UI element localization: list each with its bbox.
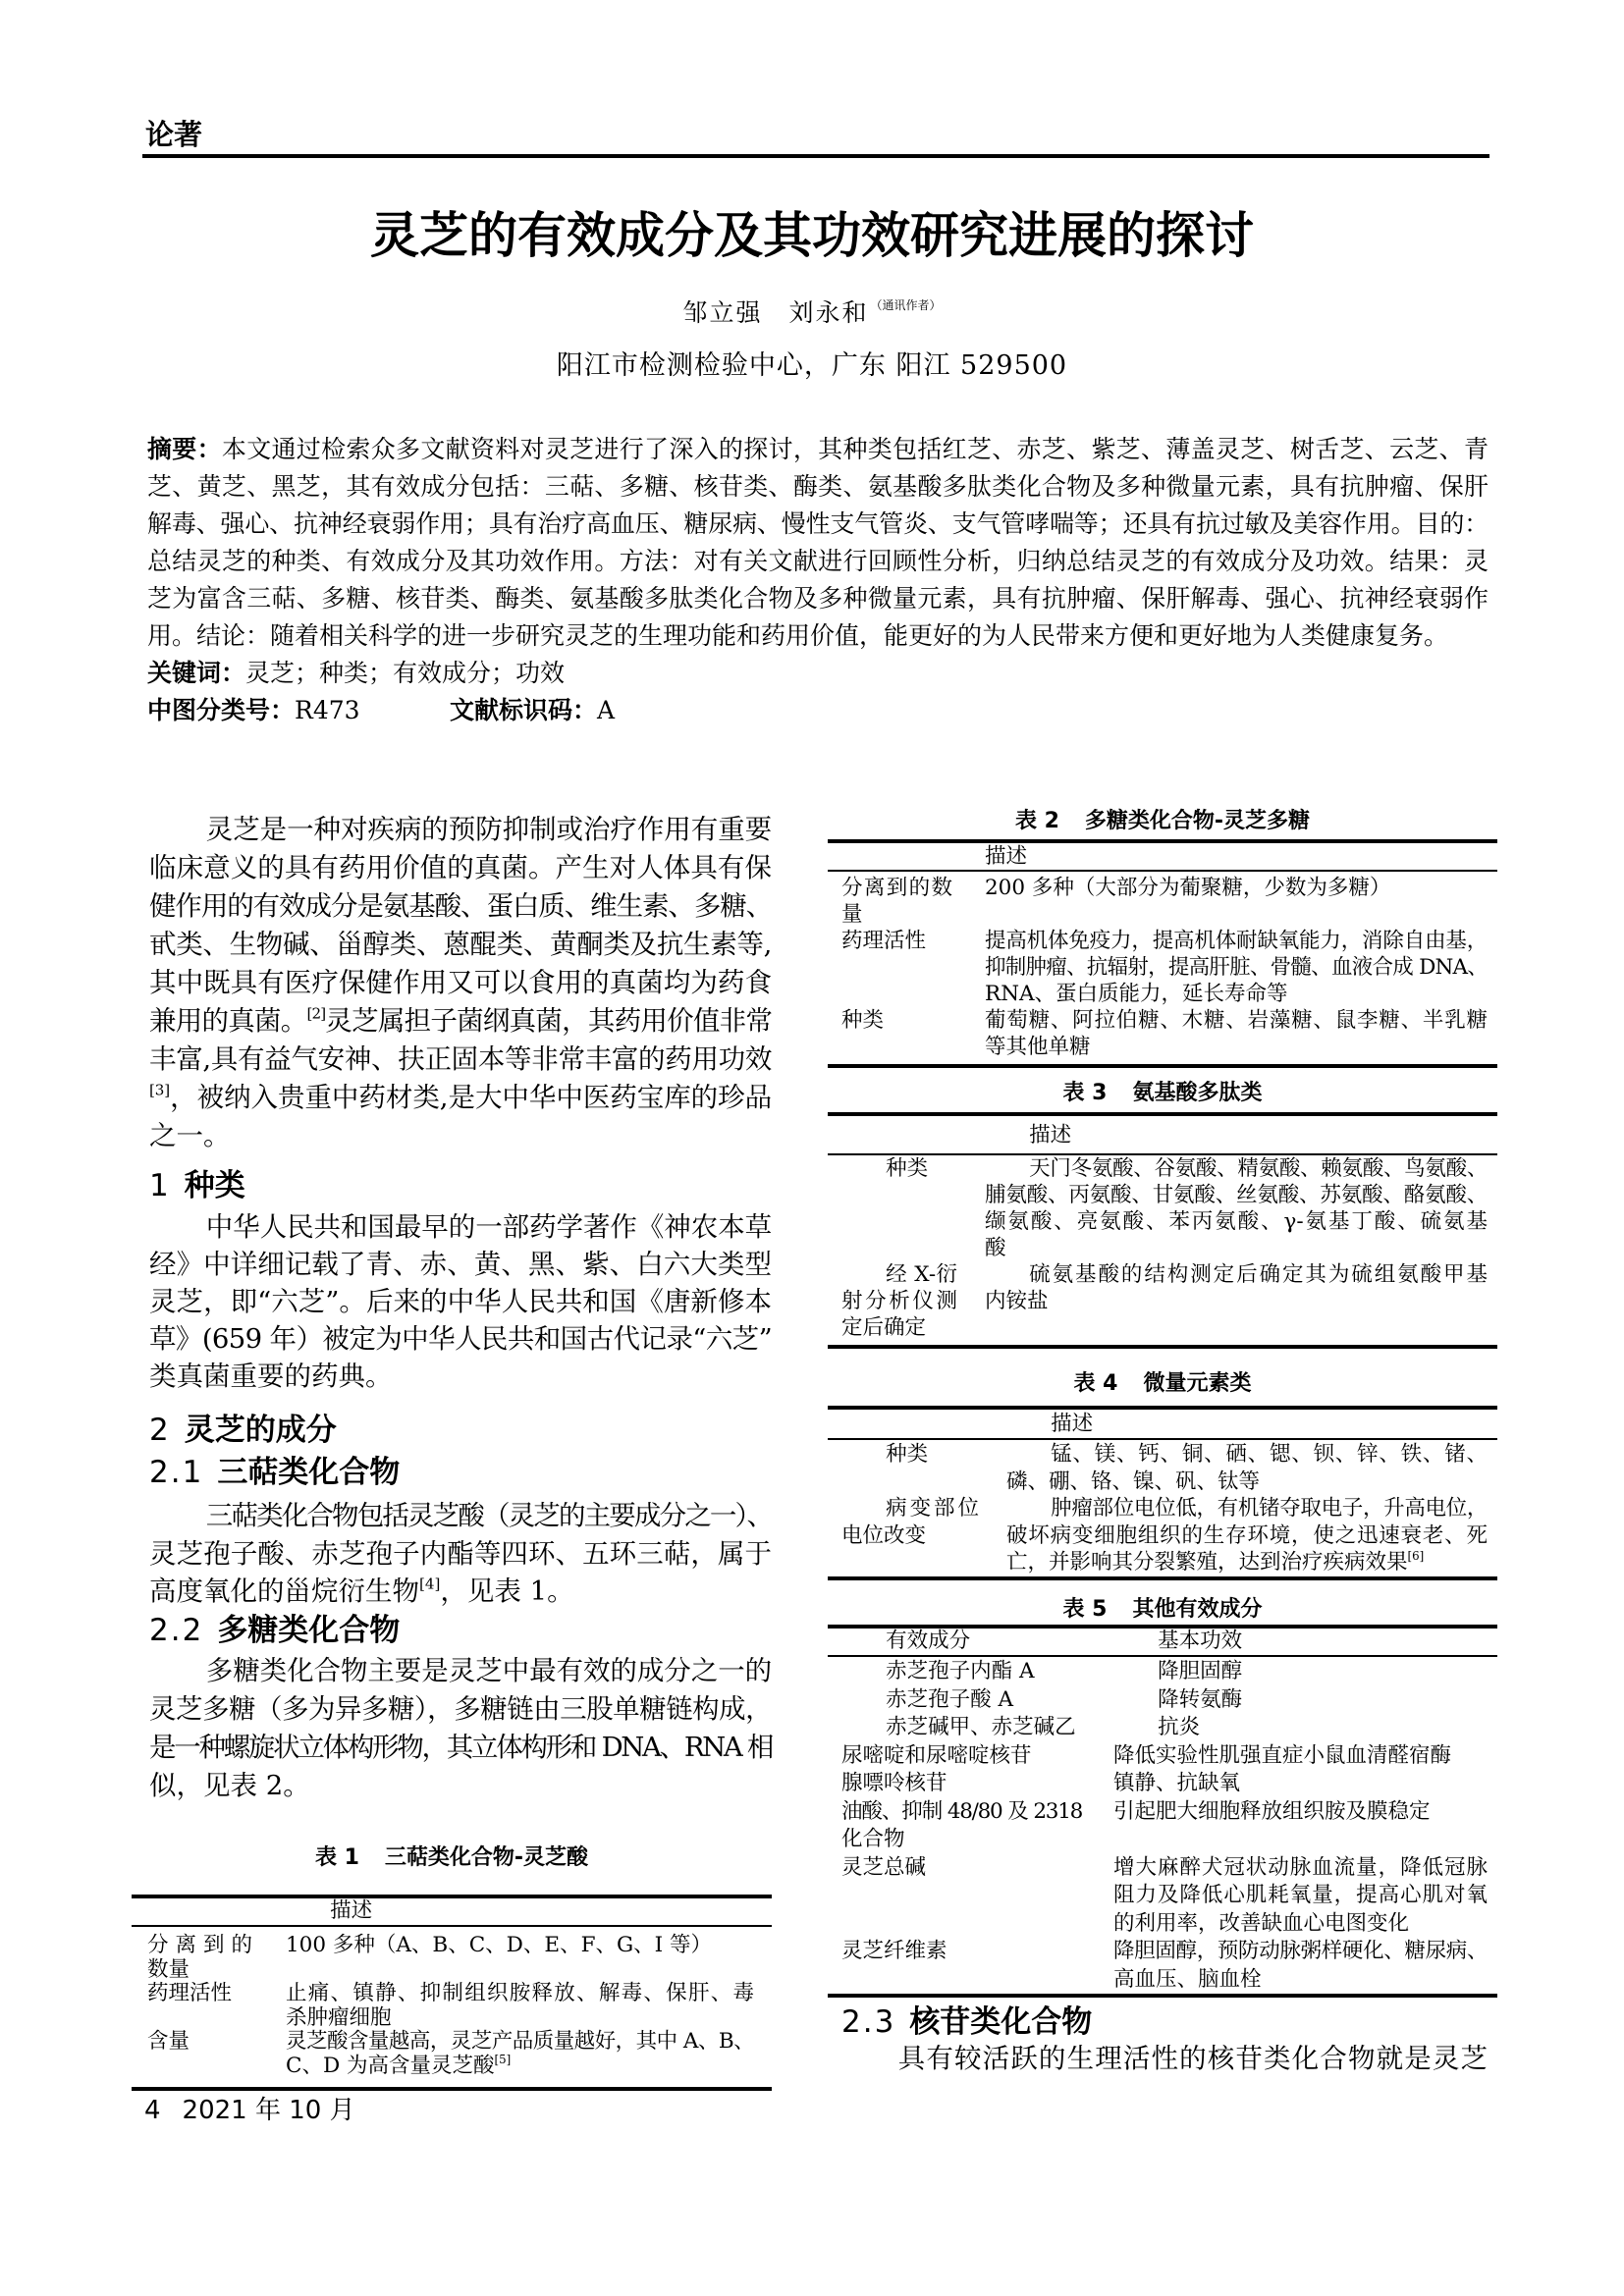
text-line: 之一。 (149, 1120, 231, 1151)
text-line: 中华人民共和国最早的一部药学著作《神农本草 (205, 1211, 772, 1243)
page-footer (144, 2094, 355, 2127)
cell-line: 定后确定 (841, 1315, 927, 1340)
clc-label: 中图分类号： (147, 696, 296, 724)
nucleoside-paragraph (841, 2040, 1488, 2077)
text-line: 多糖类化合物主要是灵芝中最有效的成分之一的 (205, 1655, 772, 1686)
clc-value: R473 (295, 696, 360, 724)
section-number: 2.2 (149, 1613, 204, 1648)
citation-ref: [6] (1407, 1549, 1425, 1564)
corresponding-author-note: （通讯作者） (870, 298, 942, 312)
row-label (841, 1714, 1082, 1742)
row-label (147, 2030, 252, 2055)
cell-line: 赤芝碱甲、赤芝碱乙 (886, 1715, 1076, 1739)
section-heading (149, 1165, 772, 1206)
table-bottom-rule (828, 1064, 1497, 1068)
row-label (841, 1742, 1082, 1771)
column-header (985, 843, 1488, 870)
table-row (828, 1742, 1497, 1771)
citation-ref: [2] (306, 1004, 326, 1023)
table-row (828, 1495, 1497, 1576)
subsection-heading (841, 2002, 1488, 2043)
keywords-label: 关键词： (147, 659, 246, 687)
text-line: 具有较活跃的生理活性的核苷类化合物就是灵芝 (897, 2043, 1488, 2074)
row-label (841, 1441, 979, 1468)
table-body (828, 1657, 1497, 1994)
table-row (828, 928, 1497, 1007)
row-label (841, 1007, 952, 1034)
cell-line: 引起肥大细胞释放组织胺及膜稳定 (1113, 1798, 1431, 1824)
table-row (828, 1658, 1497, 1686)
text-segment: 兼用的真菌。 (149, 1005, 307, 1037)
text-line: 灵芝多糖（多为异多糖），多糖链由三股单糖链构成， (149, 1693, 772, 1725)
row-description (1113, 1658, 1488, 1686)
column-header (841, 1628, 1082, 1656)
table-bottom-rule (828, 1576, 1497, 1580)
abstract (147, 431, 1489, 655)
header-text: 描述 (985, 844, 1028, 869)
abstract-line: 芝为富含三萜、多糖、核苷类、酶类、氨基酸多肽类化合物及多种微量元素，具有抗肿瘤、保肝解毒、强心、抗神经衰弱作 (147, 584, 1489, 613)
cell-line: 数量 (147, 1956, 190, 1982)
table-row (828, 1938, 1497, 1994)
cell-line: 硫氨基酸的结构测定后确定其为硫组氨酸甲基 (1029, 1262, 1488, 1287)
polysaccharide-paragraph (149, 1652, 772, 1805)
table-1 (132, 1895, 772, 2091)
keywords-value: 灵芝；种类；有效成分；功效 (245, 659, 566, 687)
cell-line: 油酸、抑制 48/80 及 2318 (841, 1798, 1082, 1824)
cell-line: 降转氨酶 (1158, 1686, 1243, 1712)
cell-line: 脯氨酸、丙氨酸、甘氨酸、丝氨酸、苏氨酸、酪氨酸、 (985, 1183, 1488, 1207)
text-segment: 高度氧化的甾烷衍生物 (149, 1575, 419, 1607)
cell-line: 增大麻醉犬冠状动脉血流量，降低冠脉 (1113, 1854, 1488, 1880)
abstract-line (147, 431, 1489, 468)
cell-line: 阻力及降低心肌耗氧量，提高心肌对氧 (1113, 1883, 1488, 1907)
section-heading (149, 1410, 772, 1451)
cell-line: 化合物 (841, 1827, 905, 1851)
cell-line: 提高机体免疫力，提高机体耐缺氧能力，消除自由基， (985, 929, 1488, 953)
row-label (841, 1770, 1082, 1798)
row-description (985, 1155, 1488, 1261)
cell-line: 葡萄糖、阿拉伯糖、木糖、岩藻糖、鼠李糖、半乳糖 (985, 1008, 1488, 1033)
row-description (286, 1934, 754, 1958)
table-caption-title: 三萜类化合物-灵芝酸 (384, 1845, 589, 1870)
cell-line: 破坏病变细胞组织的生存环境，使之迅速衰老、死 (1006, 1522, 1488, 1548)
cell-line: 100 多种（A、B、C、D、E、F、G、I 等） (286, 1933, 713, 1957)
text-segment: 灵芝属担子菌纲真菌，其药用价值非常 (325, 1005, 772, 1037)
table-3 (828, 1112, 1497, 1349)
row-label (841, 875, 952, 928)
author-names: 邹立强 刘永和 (682, 298, 869, 327)
table-caption-label: 表 3 (1062, 1081, 1108, 1105)
abstract-line: 芝、黄芝、黑芝，其有效成分包括：三萜、多糖、核苷类、酶类、氨基酸多肽类化合物及多种微量元素，具有抗肿瘤、保肝 (147, 472, 1489, 501)
cell-line (286, 2055, 754, 2079)
cell-line: 的利用率，改善缺血心电图变化 (1113, 1910, 1410, 1936)
table-row (132, 1934, 772, 1982)
abstract-label: 摘要： (147, 435, 222, 463)
table-header-row (828, 1629, 1497, 1655)
text-line: 是一种螺旋状立体构形物，其立体构形和 DNA、RNA 相 (149, 1732, 772, 1763)
table-2 (828, 839, 1497, 1068)
row-label (841, 1686, 1082, 1715)
table-body (132, 1927, 772, 2087)
authors (0, 290, 1624, 329)
section-title: 核苷类化合物 (909, 2004, 1093, 2040)
cell-line: 酸 (985, 1236, 1006, 1260)
row-description (286, 2030, 754, 2078)
table-1-caption (132, 1844, 772, 1872)
row-description (985, 928, 1488, 1007)
document-code (450, 692, 842, 729)
text-line: 灵芝是一种对疾病的预防抑制或治疗作用有重要 (205, 814, 772, 845)
text-line: 经》中详细记载了青、赤、黄、黑、紫、白六大类型 (149, 1249, 772, 1280)
text-segment: C、D 为高含量灵芝酸 (286, 2053, 495, 2078)
citation-ref: [5] (494, 2053, 512, 2067)
table-row (132, 1982, 772, 2030)
text-line: 草》(659 年）被定为中华人民共和国古代记录“六芝” (149, 1323, 772, 1355)
text-segment: 亡，并影响其分裂繁殖，达到治疗疾病效果 (1006, 1550, 1408, 1575)
abstract-line: 解毒、强心、抗神经衰弱作用；具有治疗高血压、糖尿病、慢性支气管炎、支气管哮喘等；还具有抗过敏及美容作用。目的： (147, 509, 1489, 538)
doc-code-value: A (597, 696, 616, 724)
table-row (828, 1714, 1497, 1742)
table-bottom-rule (828, 1345, 1497, 1349)
doc-code-label: 文献标识码： (450, 696, 598, 724)
table-row (828, 875, 1497, 928)
column-header (1113, 1628, 1488, 1656)
row-label (841, 1798, 1082, 1854)
cell-line: 抗炎 (1158, 1715, 1201, 1739)
table-5-caption (828, 1596, 1497, 1624)
row-description (1006, 1441, 1488, 1495)
row-description (985, 875, 1488, 901)
affiliation: 阳江市检测检验中心，广东 阳江 529500 (556, 350, 1068, 381)
cell-line: 赤芝孢子酸 A (886, 1686, 1014, 1712)
cell-line: 内铵盐 (985, 1289, 1049, 1313)
row-description (1113, 1686, 1488, 1715)
section-tag: 论著 (145, 118, 203, 151)
table-bottom-rule (828, 1994, 1497, 1998)
subsection-heading (149, 1452, 772, 1493)
text-segment: ，被纳入贵重中药材类,是大中华中医药宝库的珍品 (170, 1082, 772, 1113)
table-row (828, 1261, 1497, 1341)
cell-line: 分离到的数 (841, 876, 952, 900)
abstract-line: 总结灵芝的种类、有效成分及其功效作用。方法：对有关文献进行回顾性分析，归纳总结灵芝的有效成分及功效。结果：灵 (147, 547, 1489, 575)
header-text: 有效成分 (886, 1629, 971, 1654)
table-body (828, 872, 1497, 1064)
triterpene-paragraph (149, 1497, 772, 1611)
column-header (1006, 1411, 1488, 1438)
cell-line: 赤芝孢子内酯 A (886, 1659, 1035, 1683)
cell-line: 灵芝总碱 (841, 1854, 927, 1880)
text-line: 灵芝，即“六芝”。后来的中华人民共和国《唐新修本 (149, 1286, 772, 1317)
table-body (828, 1440, 1497, 1576)
cell-line: 高血压、脑血栓 (1113, 1966, 1262, 1992)
cell-line: 种类 (886, 1442, 929, 1467)
table-caption-label: 表 2 (1014, 809, 1059, 833)
cell-line: 缬氨酸、亮氨酸、苯丙氨酸、γ-氨基丁酸、硫氨基 (985, 1209, 1488, 1234)
text-line: 健作用的有效成分是氨基酸、蛋白质、维生素、多糖、 (149, 890, 772, 922)
section-title: 种类 (184, 1168, 245, 1203)
header-text: 基本功效 (1158, 1629, 1243, 1654)
cell-line: 药理活性 (841, 929, 927, 953)
text-line (149, 1573, 772, 1611)
article-title: 灵芝的有效成分及其功效研究进展的探讨 (370, 207, 1254, 264)
row-label (841, 1495, 979, 1549)
row-description (286, 1982, 754, 2030)
abstract-text: 本文通过检索众多文献资料对灵芝进行了深入的探讨，其种类包括红芝、赤芝、紫芝、薄盖灵芝、树舌芝、云芝、青 (221, 435, 1489, 463)
cell-line: 200 多种（大部分为葡聚糖，少数为多糖） (985, 876, 1391, 900)
cell-line (1006, 1549, 1488, 1576)
cell-line: 抑制肿瘤、抗辐射，提高肝脏、骨髓、血液合成 DNA、 (985, 955, 1488, 980)
header-text: 描述 (1029, 1122, 1072, 1148)
cell-line: 射分析仪测 (841, 1289, 957, 1313)
text-line: 丰富,具有益气安神、扶正固本等非常丰富的药用功效 (149, 1043, 772, 1075)
row-description (1113, 1714, 1488, 1742)
issue-date: 2021 年 10 月 (182, 2096, 355, 2125)
table-3-caption (828, 1080, 1497, 1107)
cell-line: 降胆固醇，预防动脉粥样硬化、糖尿病、 (1113, 1939, 1488, 1963)
header-text: 描述 (330, 1898, 373, 1924)
cell-line: 腺嘌呤核苷 (841, 1771, 947, 1795)
header-rule (142, 154, 1489, 158)
table-header-row (828, 843, 1497, 870)
cell-line: 磷、硼、铬、镍、矾、钛等 (1006, 1468, 1261, 1494)
table-header-row (828, 1116, 1497, 1153)
row-label (841, 1155, 957, 1182)
cell-line: 含量 (147, 2029, 190, 2055)
types-paragraph (149, 1208, 772, 1395)
text-line: 似，见表 2。 (149, 1770, 310, 1801)
cell-line: 种类 (841, 1008, 885, 1033)
table-header-row (132, 1898, 772, 1925)
section-title: 灵芝的成分 (184, 1413, 337, 1448)
row-description (1113, 1742, 1488, 1771)
table-5 (828, 1625, 1497, 1998)
section-number: 1 (149, 1168, 171, 1203)
table-bottom-rule (132, 2087, 772, 2091)
column-header (286, 1899, 754, 1924)
table-caption-label: 表 4 (1073, 1371, 1118, 1396)
cell-line: 天门冬氨酸、谷氨酸、精氨酸、赖氨酸、鸟氨酸、 (1029, 1156, 1488, 1181)
header-text: 描述 (1051, 1411, 1094, 1436)
row-description (1113, 1854, 1488, 1939)
cell-line: 降胆固醇 (1158, 1659, 1243, 1683)
table-row (828, 1854, 1497, 1939)
row-label (841, 928, 952, 954)
table-row (828, 1007, 1497, 1060)
section-title: 多糖类化合物 (217, 1613, 401, 1648)
table-caption-title: 其他有效成分 (1132, 1597, 1263, 1622)
cell-line: 杀肿瘤细胞 (286, 2004, 392, 2030)
cell-line: 止痛、镇静、抑制组织胺释放、解毒、保肝、毒 (286, 1981, 754, 2006)
text-line: 其中既具有医疗保健作用又可以食用的真菌均为药食 (149, 967, 772, 998)
text-line (149, 1079, 772, 1117)
row-description (985, 1261, 1488, 1314)
cell-line: 降低实验性肌强直症小鼠血清醛宿酶 (1113, 1742, 1452, 1768)
abstract-line: 用。结论：随着相关科学的进一步研究灵芝的生理功能和药用价值，能更好的为人民带来方便和更好地为人类健康复务。 (147, 621, 1449, 650)
cell-line: 药理活性 (147, 1981, 233, 2006)
text-line: 灵芝孢子酸、赤芝孢子内酯等四环、五环三萜，属于 (149, 1537, 772, 1570)
page-number: 4 (144, 2096, 161, 2125)
table-header-row (828, 1410, 1497, 1438)
cell-line: 电位改变 (841, 1522, 927, 1548)
intro-paragraph (149, 811, 772, 1155)
table-2-caption (828, 808, 1497, 835)
table-row (828, 1686, 1497, 1715)
keywords (147, 655, 1489, 692)
section-number: 2.3 (841, 2004, 896, 2040)
cell-line: 镇静、抗缺氧 (1113, 1771, 1241, 1795)
row-label (147, 1934, 252, 1982)
text-segment: ，见表 1。 (440, 1575, 574, 1607)
table-caption-title: 微量元素类 (1143, 1371, 1252, 1396)
text-line: 甙类、生物碱、甾醇类、蒽醌类、黄酮类及抗生素等, (149, 929, 772, 960)
row-label (841, 1261, 957, 1341)
cell-line: 种类 (886, 1156, 929, 1181)
cell-line: 锰、镁、钙、铜、硒、锶、钡、锌、铁、锗、 (1051, 1442, 1488, 1467)
row-description (985, 1007, 1488, 1060)
citation-ref: [3] (149, 1081, 171, 1099)
citation-ref: [4] (419, 1575, 441, 1593)
cell-line: 尿嘧啶和尿嘧啶核苷 (841, 1742, 1032, 1768)
table-row (828, 1770, 1497, 1798)
cell-line: 灵芝酸含量越高，灵芝产品质量越好，其中 A、B、 (286, 2029, 754, 2055)
section-number: 2 (149, 1413, 171, 1448)
cell-line: 分离到的 (147, 1933, 252, 1957)
table-row (828, 1798, 1497, 1854)
table-4 (828, 1406, 1497, 1580)
row-label (841, 1938, 1082, 1966)
text-line: 临床意义的具有药用价值的真菌。产生对人体具有保 (149, 852, 772, 883)
table-caption-title: 氨基酸多肽类 (1132, 1081, 1263, 1105)
row-description (1113, 1798, 1488, 1827)
cell-line: RNA、蛋白质能力，延长寿命等 (985, 982, 1288, 1006)
cell-line: 灵芝纤维素 (841, 1939, 947, 1963)
row-description (1006, 1495, 1488, 1576)
row-description (1113, 1938, 1488, 1994)
section-number: 2.1 (149, 1455, 204, 1490)
section-title: 三萜类化合物 (217, 1455, 401, 1490)
text-line: 三萜类化合物包括灵芝酸（灵芝的主要成分之一）、 (205, 1500, 772, 1531)
row-label (841, 1854, 1082, 1883)
cell-line: 等其他单糖 (985, 1035, 1091, 1059)
table-4-caption (828, 1370, 1497, 1398)
row-description (1113, 1770, 1488, 1798)
cell-line: 肿瘤部位电位低，有机锗夺取电子，升高电位， (1051, 1496, 1488, 1521)
table-row (132, 2030, 772, 2078)
text-line: 类真菌重要的药典。 (149, 1361, 393, 1392)
table-row (828, 1441, 1497, 1495)
table-caption-label: 表 5 (1062, 1597, 1108, 1622)
cell-line: 量 (841, 902, 863, 927)
table-caption-label: 表 1 (314, 1845, 359, 1870)
text-line (149, 1002, 772, 1041)
table-body (828, 1155, 1497, 1345)
column-header (985, 1122, 1488, 1148)
subsection-heading (149, 1610, 772, 1651)
table-row (828, 1155, 1497, 1261)
row-label (841, 1658, 1082, 1686)
cell-line: 病变部位 (886, 1496, 979, 1521)
row-label (147, 1982, 252, 2006)
cell-line: 经 X-衍 (886, 1262, 957, 1287)
table-caption-title: 多糖类化合物-灵芝多糖 (1084, 809, 1311, 833)
